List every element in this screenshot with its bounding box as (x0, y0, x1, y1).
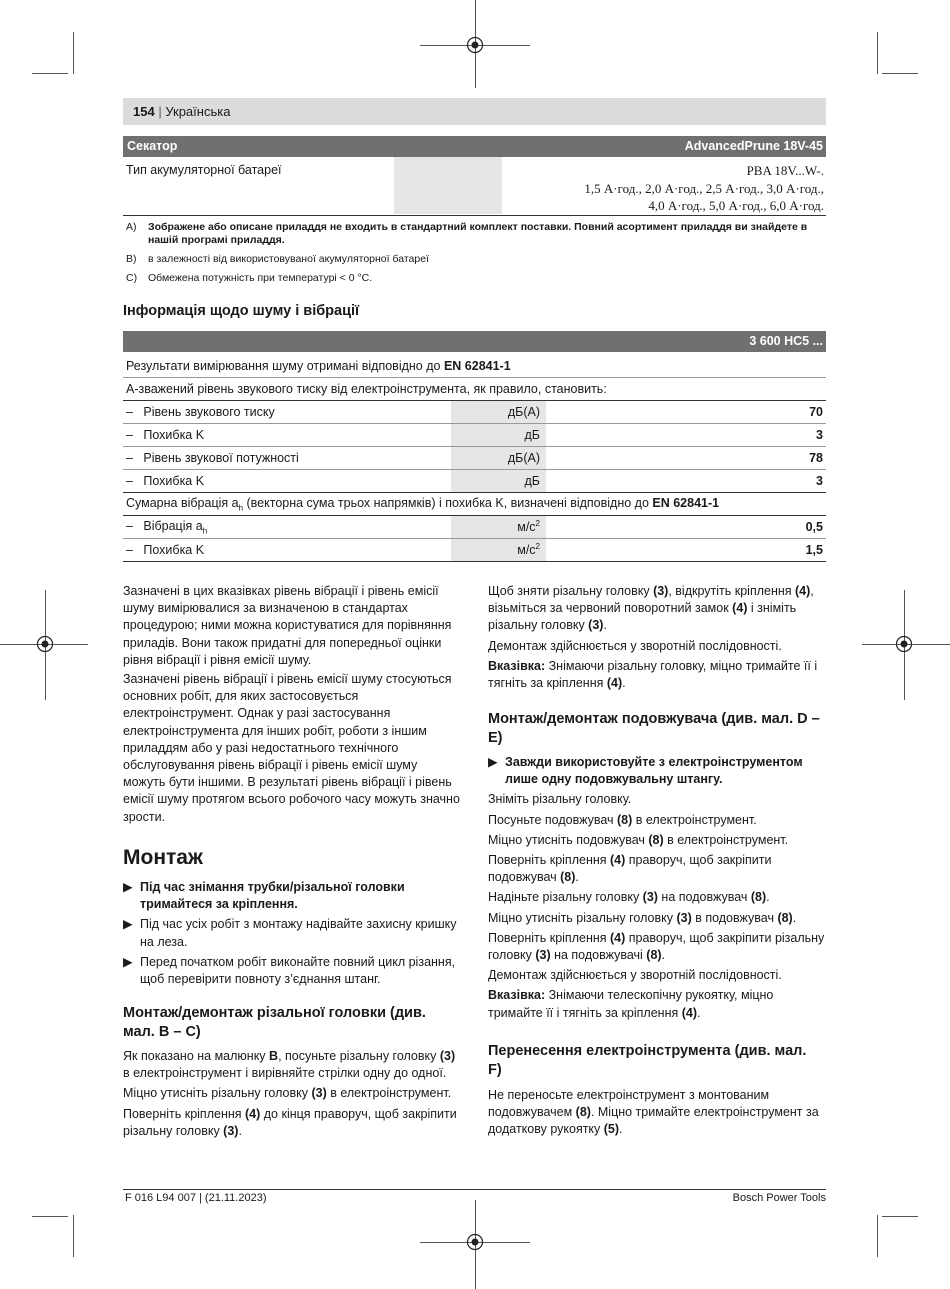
row-label: Вібрація a (143, 518, 203, 533)
table-row (123, 493, 826, 516)
row-value: 1,5 (546, 539, 826, 562)
row-unit: дБ(А) (451, 447, 546, 470)
footnote (126, 253, 826, 267)
crop-mark (882, 1216, 918, 1217)
dash: – (126, 518, 133, 533)
left-column (123, 879, 461, 991)
paragraph: Вказівка: Знімаючи телескопічну рукоятку, міцно тримайте її і тягніть за кріплення (4). (488, 988, 774, 1020)
registration-target-icon (36, 635, 54, 653)
header-separator: | (158, 104, 162, 119)
list-item (488, 754, 826, 788)
bullet-text: Перед початком робіт виконайте повний цикл різання, щоб перевірити повноту з’єднання штанг. (140, 954, 456, 987)
crop-mark (73, 1215, 74, 1257)
crop-mark (882, 73, 918, 74)
page-number: 154 (133, 104, 155, 119)
row-unit: дБ (451, 470, 546, 493)
spec-table-header (123, 136, 826, 157)
product-code: 3 600 HC5 ... (749, 334, 823, 348)
page-header (123, 98, 826, 125)
paragraph: Поверніть кріплення (4) до кінця праворуч, щоб закріпити різальну головку (3). (123, 1106, 457, 1138)
product-label: Секатор (127, 139, 178, 153)
paragraph: Як показано на малюнку B, посуньте різальну головку (3) в електроінструмент і вирівняйте стрілки одну до одної. (123, 1049, 456, 1081)
left-column (123, 583, 461, 829)
paragraph: Вказівка: Знімаючи різальну головку, міцно тримайте її і тягніть за кріплення (4). (488, 658, 818, 691)
row-value: 3 (546, 424, 826, 447)
row-unit: дБ (451, 424, 546, 447)
footer-rule (123, 1189, 826, 1190)
paragraph: Поверніть кріплення (4) праворуч, щоб закріпити подовжувач (8). (488, 853, 772, 885)
paragraph: Поверніть кріплення (4) праворуч, щоб закріпити різальну головку (3) на подовжувачі (8). (488, 930, 825, 963)
crop-mark (877, 32, 878, 74)
paragraph: Демонтаж здійснюється у зворотній послідовності. (488, 638, 782, 653)
crop-mark (32, 1216, 68, 1217)
measured-text: Результати вимірювання шуму отримані відповідно до (126, 359, 444, 373)
table-row (123, 447, 826, 470)
paragraph: Надіньте різальну головку (3) на подовжувач (8). (488, 890, 770, 905)
row-label: Похибка K (143, 543, 205, 557)
noise-table (123, 355, 826, 563)
crop-mark (73, 32, 74, 74)
right-column (488, 1087, 826, 1142)
table-row (123, 355, 826, 378)
paragraph: Міцно утисніть подовжувач (8) в електроінструмент. (488, 832, 789, 847)
footnote-text: в залежності від використовуваної акумуляторної батареї (148, 253, 429, 265)
bullet-icon: ▶ (488, 755, 498, 769)
footnote (126, 221, 826, 249)
right-column (488, 583, 826, 695)
subscript: h (202, 526, 208, 536)
dash: – (126, 428, 133, 442)
row-value: 0,5 (546, 516, 826, 539)
bullet-icon: ▶ (123, 954, 133, 969)
footnote (126, 272, 826, 286)
table-row (123, 378, 826, 401)
table-row (123, 516, 826, 539)
dash: – (126, 543, 133, 557)
dash: – (126, 405, 133, 419)
battery-row-label: Тип акумуляторної батареї (126, 163, 282, 177)
table-row (123, 424, 826, 447)
paragraph: Посуньте подовжувач (8) в електроінструмент. (488, 812, 757, 827)
footnote-key: A) (126, 221, 137, 233)
registration-target-icon (895, 635, 913, 653)
row-unit: м/с (517, 520, 536, 535)
footnote-text: Зображене або описане приладдя не входить в стандартний комплект поставки. Повний асортимент приладдя ви знайдете в нашій програмі приладдя. (148, 221, 808, 246)
subsection-title: Монтаж/демонтаж подовжувача (див. мал. D – E) (488, 711, 820, 746)
paragraph: Не переносьте електроінструмент з монтованим подовжувачем (8). Міцно тримайте електроінструмент за додаткову рукоятку (5). (488, 1088, 819, 1137)
subsection-title: Монтаж/демонтаж різальної головки (див. мал. B – C) (123, 1005, 426, 1040)
paragraph: Зазначені рівень вібрації і рівень емісії шуму стосуються основних робіт, для яких застосовується електроінструмент. Однак у разі застосування електроінструмента для інших робіт, роботи з іншим приладдям або у разі недостатнього технічного обслуговування рівень вібрації і рівень емісії шуму можуть бути іншими. В результаті рівень вібрації і рівень емісії шуму протягом всього робочого часу можуть значно зрости. (123, 672, 460, 824)
row-unit: дБ(А) (451, 401, 546, 424)
battery-line: 1,5 А·год., 2,0 А·год., 2,5 А·год., 3,0 А·год., (584, 180, 824, 196)
paragraph: Зніміть різальну головку. (488, 792, 632, 807)
row-label: Рівень звукового тиску (143, 405, 275, 419)
bullet-text: Завжди використовуйте з електроінструментом лише одну подовжувальну штангу. (505, 755, 803, 787)
left-column (123, 1048, 463, 1143)
list-item (123, 879, 461, 913)
row-value: 70 (546, 401, 826, 424)
row-value: 3 (546, 470, 826, 493)
paragraph: Демонтаж здійснюється у зворотній послідовності. (488, 968, 782, 983)
battery-line: PBA 18V...W-. (746, 163, 824, 178)
paragraph: Міцно утисніть різальну головку (3) в подовжувач (8). (488, 910, 797, 925)
battery-values (584, 162, 824, 215)
dash: – (126, 451, 133, 465)
vibration-text: (векторна сума трьох напрямків) і похибка K, визначені відповідно до (243, 495, 653, 510)
list-item (123, 954, 461, 988)
superscript: 2 (535, 519, 540, 529)
spec-unit-cell (394, 157, 502, 214)
right-column (488, 754, 826, 1025)
crop-mark (877, 1215, 878, 1257)
bullet-text: Під час знімання трубки/різальної головки тримайтеся за кріплення. (140, 880, 405, 912)
row-unit: м/с (517, 543, 536, 558)
table-row (123, 539, 826, 562)
dash: – (126, 474, 133, 488)
footnote-key: B) (126, 253, 137, 265)
section-title: Монтаж (123, 846, 203, 869)
subscript: h (238, 503, 244, 513)
spec-table-rule (123, 215, 826, 216)
paragraph: Щоб зняти різальну головку (3), відкрутіть кріплення (4), візьміться за червоний поворотний замок (4) і зніміть різальну головку (3). (488, 584, 814, 633)
noise-table-header (123, 331, 826, 352)
row-label: Похибка K (143, 474, 205, 488)
paragraph: Зазначені в цих вказівках рівень вібрації і рівень емісії шуму вимірювалися за визначеною в стандартах процедурою; ними можна користуватися для порівняння приладів. Вони також придатні для попередньої оцінки рівня вібрації і рівня емісії шуму. (123, 584, 452, 667)
table-row (123, 401, 826, 424)
table-row (123, 470, 826, 493)
registration-target-icon (466, 36, 484, 54)
standard-ref: EN 62841-1 (443, 359, 511, 373)
footer-doc-code: F 016 L94 007 | (21.11.2023) (125, 1192, 267, 1204)
footnote-text: Обмежена потужність при температурі < 0 °C. (148, 272, 373, 284)
vibration-text: Сумарна вібрація a (126, 495, 239, 510)
bullet-icon: ▶ (123, 917, 133, 932)
row-value: 78 (546, 447, 826, 470)
footer-brand: Bosch Power Tools (732, 1192, 826, 1204)
noise-heading: Інформація щодо шуму і вібрації (123, 303, 360, 319)
paragraph: Міцно утисніть різальну головку (3) в електроінструмент. (123, 1086, 452, 1101)
header-language: Українська (165, 104, 231, 119)
row-label: Похибка K (143, 428, 205, 442)
footnote-key: C) (126, 272, 138, 284)
battery-line: 4,0 А·год., 5,0 А·год., 6,0 А·год. (648, 198, 824, 213)
row-label: Рівень звукової потужності (143, 451, 299, 465)
crop-mark (32, 73, 68, 74)
registration-target-icon (466, 1233, 484, 1251)
superscript: 2 (535, 542, 540, 552)
list-item (123, 916, 461, 950)
product-model: AdvancedPrune 18V-45 (684, 139, 823, 153)
subsection-title: Перенесення електроінструмента (див. мал. F) (488, 1043, 807, 1078)
standard-ref: EN 62841-1 (652, 495, 720, 510)
bullet-text: Під час усіх робіт з монтажу надівайте захисну кришку на леза. (140, 917, 457, 949)
a-weighted-text: А-зважений рівень звукового тиску від електроінструмента, як правило, становить: (123, 378, 826, 401)
bullet-icon: ▶ (123, 880, 133, 894)
